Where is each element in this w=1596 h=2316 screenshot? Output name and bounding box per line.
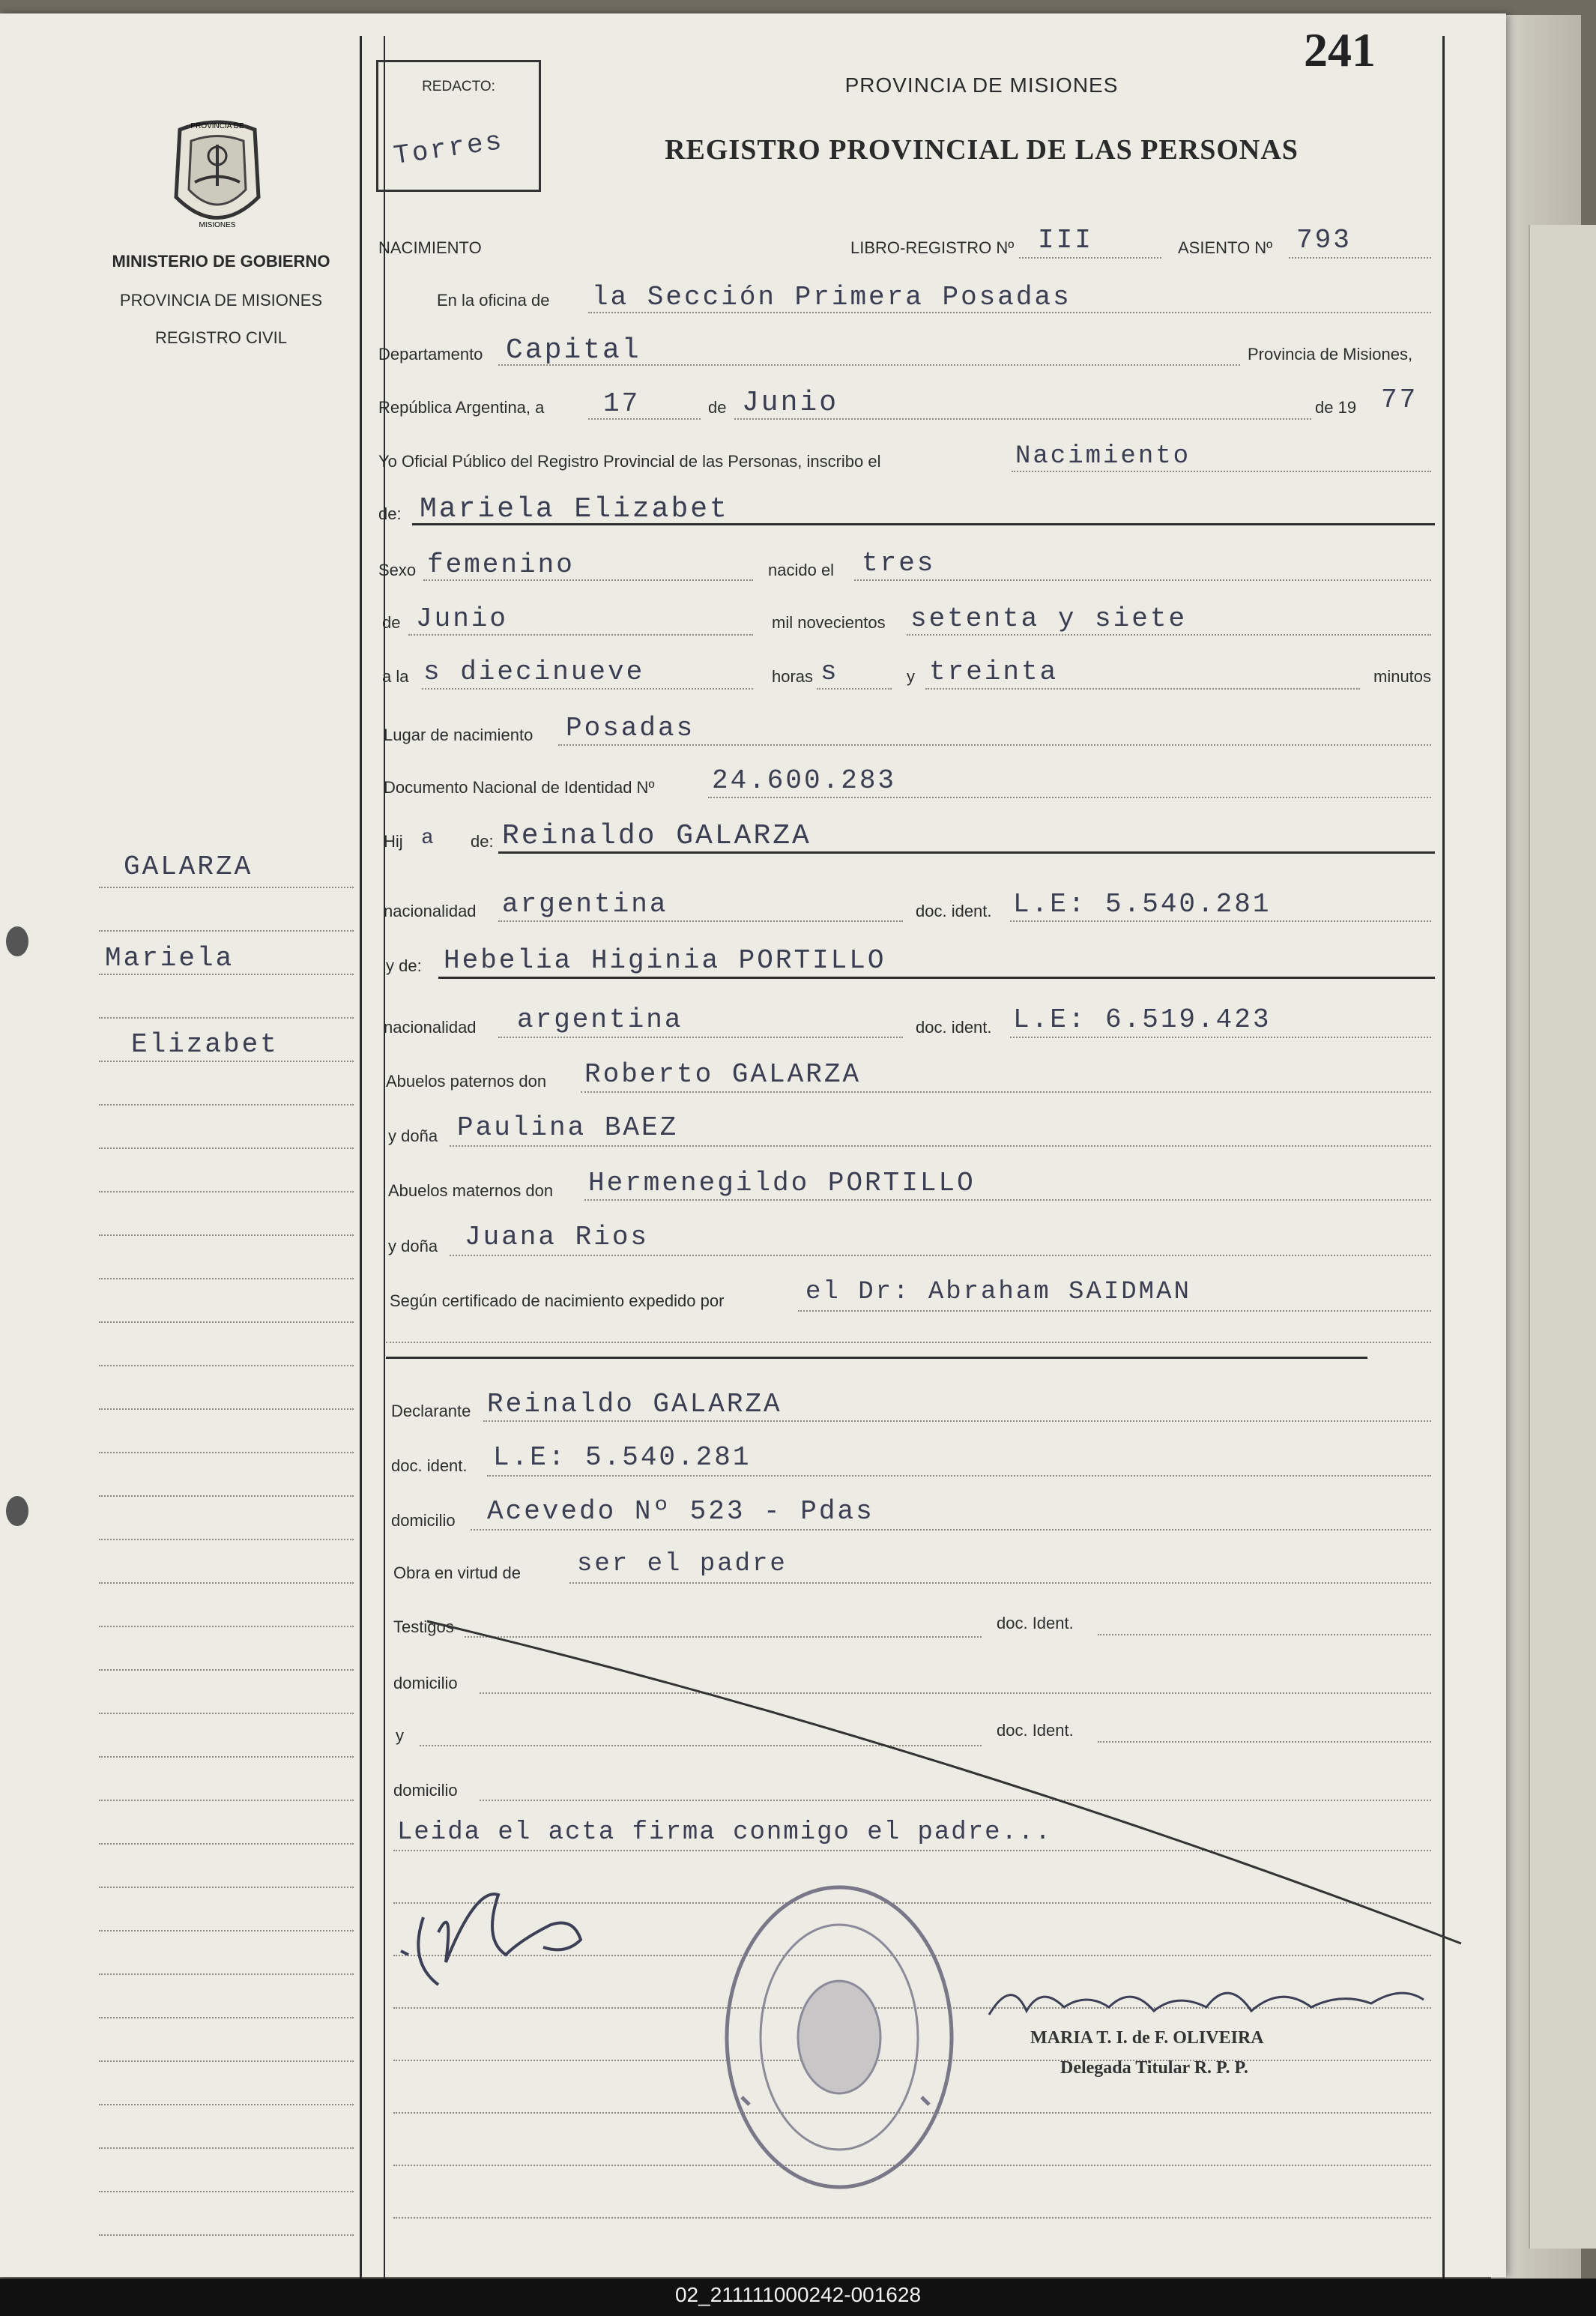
child-name-value: Mariela Elizabet — [420, 493, 729, 525]
svg-text:PROVINCIA DE: PROVINCIA DE — [190, 122, 244, 130]
margin-line — [99, 974, 354, 975]
father-nac-label: nacionalidad — [384, 902, 477, 920]
margin-line — [99, 2147, 354, 2149]
margin-line — [99, 1495, 354, 1497]
dni-label: Documento Nacional de Identidad Nº — [384, 778, 655, 797]
declarante-label: Declarante — [391, 1402, 471, 1420]
asiento-value: 793 — [1296, 225, 1352, 256]
margin-line — [99, 887, 354, 888]
abm2-value: Juana Rios — [465, 1222, 650, 1252]
margin-line — [99, 1408, 354, 1410]
testigos-label: Testigos — [393, 1617, 454, 1636]
cert-value: el Dr: Abraham SAIDMAN — [805, 1278, 1191, 1306]
asiento-label: ASIENTO Nº — [1178, 238, 1273, 257]
father-doc-value: L.E: 5.540.281 — [1013, 889, 1272, 920]
father-value: Reinaldo GALARZA — [502, 820, 811, 852]
mother-docident-label: doc. ident. — [916, 1018, 992, 1037]
hij-de-label: de: — [471, 832, 494, 851]
margin-line — [99, 2060, 354, 2062]
abm-label: Abuelos maternos don — [388, 1181, 554, 1200]
day-value: 17 — [603, 388, 641, 419]
margin-line — [99, 1973, 354, 1975]
father-nac-value: argentina — [502, 889, 668, 920]
declarante-doc-value: L.E: 5.540.281 — [493, 1442, 752, 1473]
y2-label: y — [396, 1726, 404, 1745]
margin-line — [99, 1669, 354, 1671]
departamento-value: Capital — [506, 334, 641, 367]
de-label: de — [708, 398, 727, 417]
margin-line — [99, 2017, 354, 2018]
redacto-value: Torres — [391, 125, 506, 172]
margin-line — [99, 930, 354, 932]
hij-label: Hij — [384, 832, 403, 851]
sexo-label: Sexo — [378, 561, 417, 579]
nacido-label: nacido el — [768, 561, 835, 579]
month-value: Junio — [742, 387, 839, 419]
abp-value: Roberto GALARZA — [584, 1059, 862, 1090]
record-type: NACIMIENTO — [378, 238, 482, 257]
father-docident-label: doc. ident. — [916, 902, 992, 920]
margin-line — [99, 1365, 354, 1366]
margin-line — [99, 1626, 354, 1627]
closing-value: Leida el acta firma conmigo el padre... — [397, 1818, 1052, 1847]
year-value: 77 — [1381, 385, 1418, 415]
margin-line — [99, 1800, 354, 1801]
declarante-docident-label: doc. ident. — [391, 1456, 468, 1475]
domicilio-value: Acevedo Nº 523 - Pdas — [487, 1496, 874, 1527]
mil-value: setenta y siete — [910, 603, 1188, 634]
ministry-label: MINISTERIO DE GOBIERNO — [112, 252, 330, 271]
oficina-label: En la oficina de — [437, 291, 550, 310]
domicilio3-label: domicilio — [393, 1781, 458, 1800]
minutos-label: minutos — [1373, 667, 1432, 686]
lugar-value: Posadas — [566, 713, 695, 744]
province-emblem — [165, 115, 270, 242]
ala-value: s diecinueve — [423, 657, 645, 687]
oficial-text: Yo Oficial Público del Registro Provincial de las Personas, inscribo el — [378, 452, 881, 471]
inner-margin-rule — [384, 36, 385, 2285]
margin-line — [99, 1887, 354, 1888]
testigo2-docident-label: doc. Ident. — [997, 1721, 1074, 1740]
hij-suffix: a — [421, 827, 436, 850]
abp2-value: Paulina BAEZ — [457, 1112, 679, 1143]
margin-line — [99, 1930, 354, 1931]
horas-label: horas — [772, 667, 814, 686]
y-label: y — [907, 667, 915, 686]
svg-text:MISIONES: MISIONES — [199, 221, 236, 229]
declarant-signature — [393, 1872, 648, 2000]
cert-label: Según certificado de nacimiento expedido por — [390, 1291, 725, 1310]
official-name: MARIA T. I. de F. OLIVEIRA — [1030, 2028, 1264, 2048]
nacido-value: tres — [862, 548, 936, 579]
oficina-value: la Sección Primera Posadas — [592, 282, 1071, 313]
margin-name-surname: GALARZA — [124, 851, 253, 882]
dni-value: 24.600.283 — [712, 765, 897, 796]
republica-label: República Argentina, a — [378, 398, 545, 417]
horas-value: s — [820, 657, 839, 687]
ydona2-label: y doña — [388, 1237, 438, 1255]
yde-label: y de: — [386, 956, 422, 975]
binder-hole-bottom — [6, 1496, 28, 1526]
redacto-box — [376, 60, 541, 192]
margin-line — [99, 2191, 354, 2192]
domicilio-label: domicilio — [391, 1511, 456, 1530]
obra-value: ser el padre — [577, 1550, 788, 1578]
header-title: REGISTRO PROVINCIAL DE LAS PERSONAS — [665, 134, 1299, 166]
oficial-value: Nacimiento — [1015, 442, 1191, 471]
ydona1-label: y doña — [388, 1127, 438, 1145]
sexo-value: femenino — [427, 549, 575, 580]
minutos-value: treinta — [929, 657, 1059, 687]
official-signature — [982, 1970, 1431, 2030]
ala-label: a la — [382, 667, 409, 686]
margin-line — [99, 1234, 354, 1236]
margin-line — [99, 1756, 354, 1758]
libro-value: III — [1038, 225, 1093, 256]
month2-value: Junio — [416, 603, 509, 634]
left-province-label: PROVINCIA DE MISIONES — [119, 291, 323, 310]
obra-label: Obra en virtud de — [393, 1563, 521, 1582]
margin-line — [99, 1321, 354, 1323]
margin-line — [99, 1191, 354, 1192]
official-stamp — [712, 1872, 967, 2202]
abm-value: Hermenegildo PORTILLO — [588, 1168, 976, 1198]
libro-label: LIBRO-REGISTRO Nº — [850, 238, 1015, 257]
redacto-label: REDACTO: — [422, 79, 495, 94]
margin-line — [99, 2234, 354, 2236]
mother-doc-value: L.E: 6.519.423 — [1013, 1004, 1272, 1035]
departamento-label: Departamento — [378, 345, 483, 364]
margin-line — [99, 1017, 354, 1019]
left-margin-rule — [360, 36, 362, 2285]
margin-line — [99, 1148, 354, 1149]
margin-line — [99, 1452, 354, 1453]
margin-line — [99, 1104, 354, 1106]
margin-line — [99, 1539, 354, 1540]
image-caption: 02_211111000242-001628 — [674, 2283, 922, 2306]
official-title: Delegada Titular R. P. P. — [1060, 2058, 1248, 2078]
domicilio2-label: domicilio — [393, 1674, 458, 1692]
margin-line — [99, 1582, 354, 1584]
margin-line — [99, 1061, 354, 1062]
abp-label: Abuelos paternos don — [386, 1072, 547, 1091]
page-number: 241 — [1304, 23, 1376, 76]
margin-line — [99, 1713, 354, 1714]
lugar-label: Lugar de nacimiento — [384, 726, 533, 744]
margin-name-second: Elizabet — [131, 1029, 279, 1060]
binder-hole-top — [6, 926, 28, 956]
provincia-suffix: Provincia de Misiones, — [1248, 345, 1413, 364]
mother-nac-value: argentina — [517, 1004, 683, 1035]
de3-label: de — [382, 613, 401, 632]
year-label: de 19 — [1315, 398, 1357, 417]
declarante-value: Reinaldo GALARZA — [487, 1389, 782, 1420]
margin-line — [99, 1278, 354, 1279]
margin-line — [99, 2104, 354, 2105]
de2-label: de: — [378, 504, 402, 523]
testigos-docident-label: doc. Ident. — [997, 1614, 1074, 1632]
header-province: PROVINCIA DE MISIONES — [844, 73, 1119, 97]
document-page — [0, 13, 1506, 2277]
paper-stack — [1529, 225, 1596, 2249]
right-margin-rule — [1442, 36, 1445, 2285]
mother-value: Hebelia Higinia PORTILLO — [444, 945, 886, 976]
margin-name-first: Mariela — [105, 943, 235, 974]
mother-nac-label: nacionalidad — [384, 1018, 477, 1037]
registry-label: REGISTRO CIVIL — [154, 328, 288, 347]
margin-line — [99, 1843, 354, 1845]
mil-label: mil novecientos — [772, 613, 886, 632]
